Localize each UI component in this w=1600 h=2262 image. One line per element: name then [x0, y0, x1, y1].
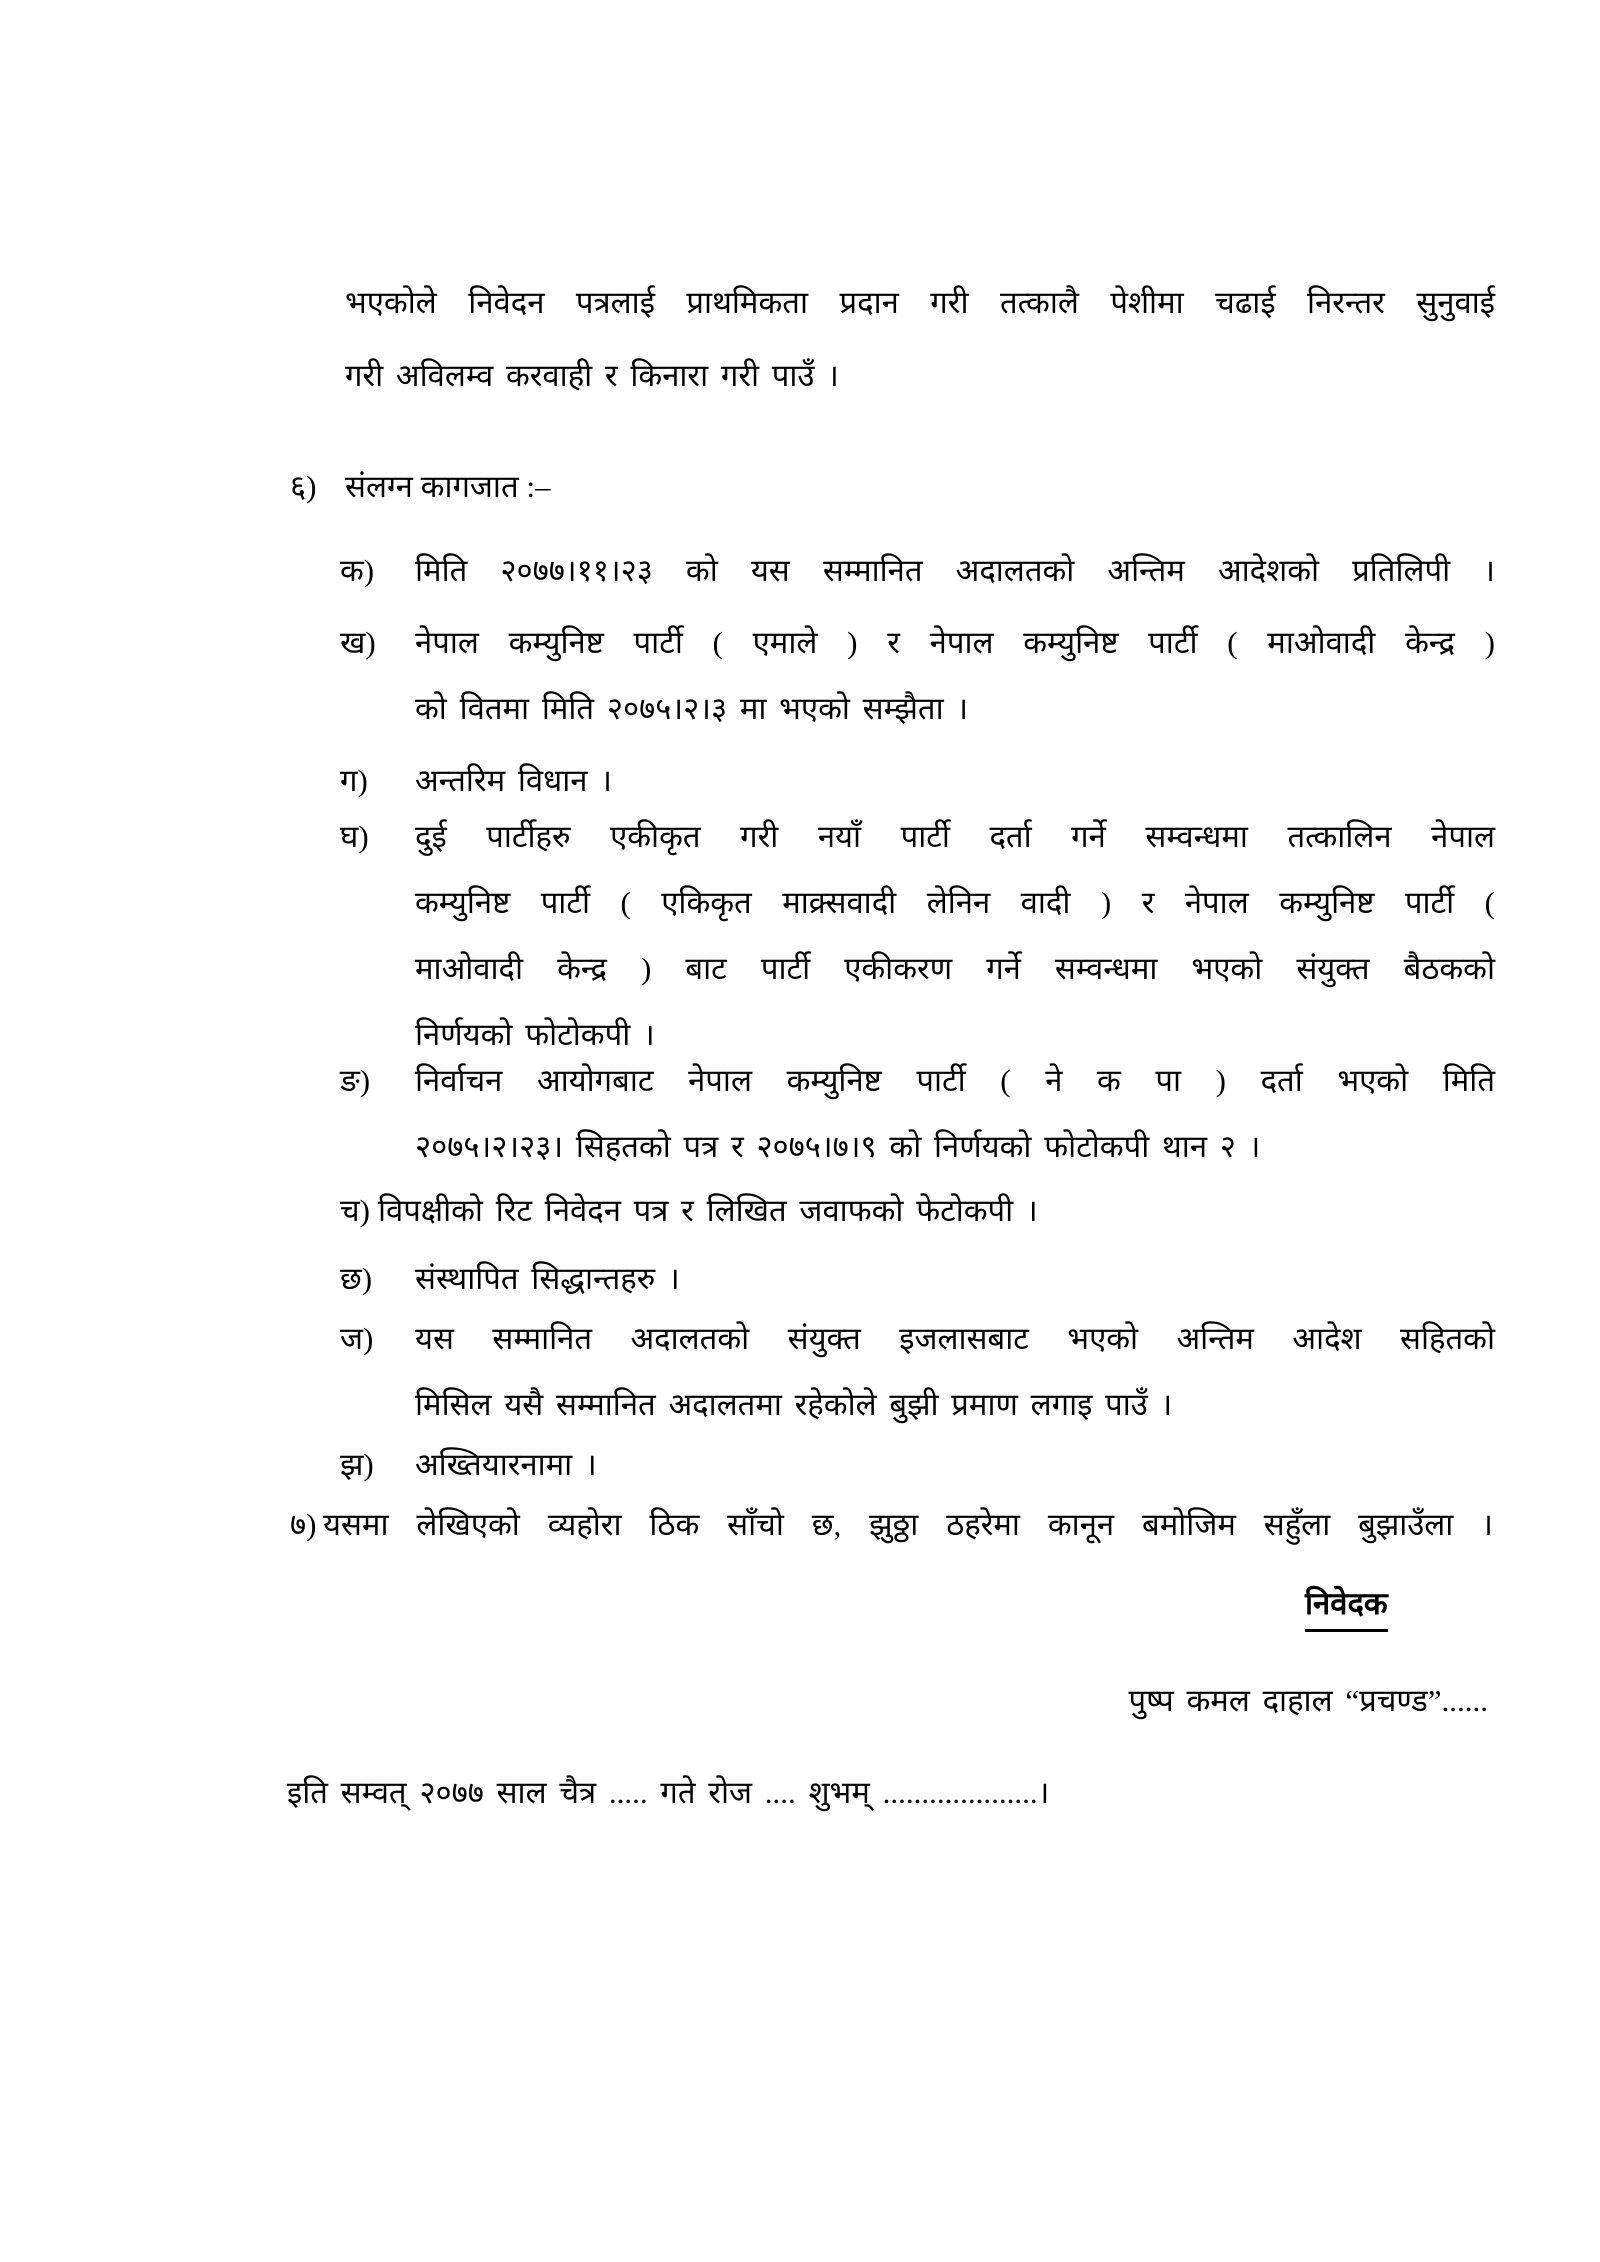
- section-7-number: ७): [290, 1507, 317, 1542]
- attachment-label-ka: क): [340, 553, 375, 588]
- date-line: इति सम्वत् २०७७ साल चैत्र ..... गते रोज .... शुभम् ....................।: [287, 1775, 1050, 1810]
- signature-heading: [1305, 1582, 1388, 1632]
- attachment-line: माओवादी केन्द्र ) बाट पार्टी एकीकरण गर्ने सम्वन्धमा भएको संयुक्त बैठकको: [415, 951, 1495, 986]
- attachment-line: कम्युनिष्ट पार्टी ( एकिकृत माक्र्सवादी लेनिन वादी ) र नेपाल कम्युनिष्ट पार्टी (: [415, 885, 1495, 920]
- intro-line-2: गरी अविलम्व करवाही र किनारा गरी पाउँ ।: [345, 358, 839, 393]
- attachment-line: निर्णयको फोटोकपी ।: [415, 1017, 655, 1052]
- attachment-label-kha: ख): [340, 625, 376, 660]
- attachment-label-ga: ग): [340, 763, 368, 798]
- attachment-label-cha: च): [340, 1193, 371, 1228]
- attachment-label-chha: छ): [340, 1261, 373, 1296]
- applicant-name: पुष्प कमल दाहाल “प्रचण्ड”......: [1128, 1683, 1488, 1718]
- attachment-line: अख्तियारनामा ।: [415, 1447, 597, 1482]
- section-6-title: संलग्न कागजात :–: [345, 469, 551, 504]
- attachment-line: यस सम्मानित अदालतको संयुक्त इजलासबाट भएको अन्तिम आदेश सहितको: [415, 1321, 1495, 1356]
- attachment-line: २०७५।२।२३। सिहतको पत्र र २०७५।७।९ को निर्णयको फोटोकपी थान २ ।: [415, 1129, 1261, 1164]
- attachment-label-gha: घ): [340, 819, 369, 854]
- attachment-line: निर्वाचन आयोगबाट नेपाल कम्युनिष्ट पार्टी ( ने क पा ) दर्ता भएको मिति: [415, 1063, 1495, 1098]
- attachment-line: मिसिल यसै सम्मानित अदालतमा रहेकोले बुझी प्रमाण लगाइ पाउँ ।: [415, 1387, 1173, 1422]
- attachment-label-jha: झ): [340, 1447, 374, 1482]
- attachment-line: संस्थापित सिद्धान्तहरु ।: [415, 1261, 680, 1296]
- section-7-text: यसमा लेखिएको व्यहोरा ठिक साँचो छ, झुठ्ठा ठहरेमा कानून बमोजिम सहुँला बुझाउँला ।: [323, 1507, 1493, 1542]
- attachment-line: दुई पार्टीहरु एकीकृत गरी नयाँ पार्टी दर्ता गर्ने सम्वन्धमा तत्कालिन नेपाल: [415, 819, 1495, 854]
- attachment-line: अन्तरिम विधान ।: [415, 763, 612, 798]
- attachment-line: मिति २०७७।११।२३ को यस सम्मानित अदालतको अन्तिम आदेशको प्रतिलिपी ।: [415, 553, 1495, 588]
- attachment-label-nga: ङ): [340, 1063, 371, 1098]
- attachment-line: नेपाल कम्युनिष्ट पार्टी ( एमाले ) र नेपाल कम्युनिष्ट पार्टी ( माओवादी केन्द्र ): [415, 625, 1495, 660]
- attachment-line: को वितमा मिति २०७५।२।३ मा भएको सम्झैता ।: [415, 691, 969, 726]
- attachment-label-ja: ज): [340, 1321, 374, 1356]
- attachment-line: विपक्षीको रिट निवेदन पत्र र लिखित जवाफको फेटोकपी ।: [378, 1193, 1038, 1228]
- intro-line-1: भएकोले निवेदन पत्रलाई प्राथमिकता प्रदान गरी तत्कालै पेशीमा चढाई निरन्तर सुनुवाई: [345, 285, 1495, 320]
- signature-heading-text: निवेदक: [1305, 1582, 1388, 1632]
- section-6-number: ६): [290, 469, 317, 504]
- intro-paragraph: [345, 278, 1495, 424]
